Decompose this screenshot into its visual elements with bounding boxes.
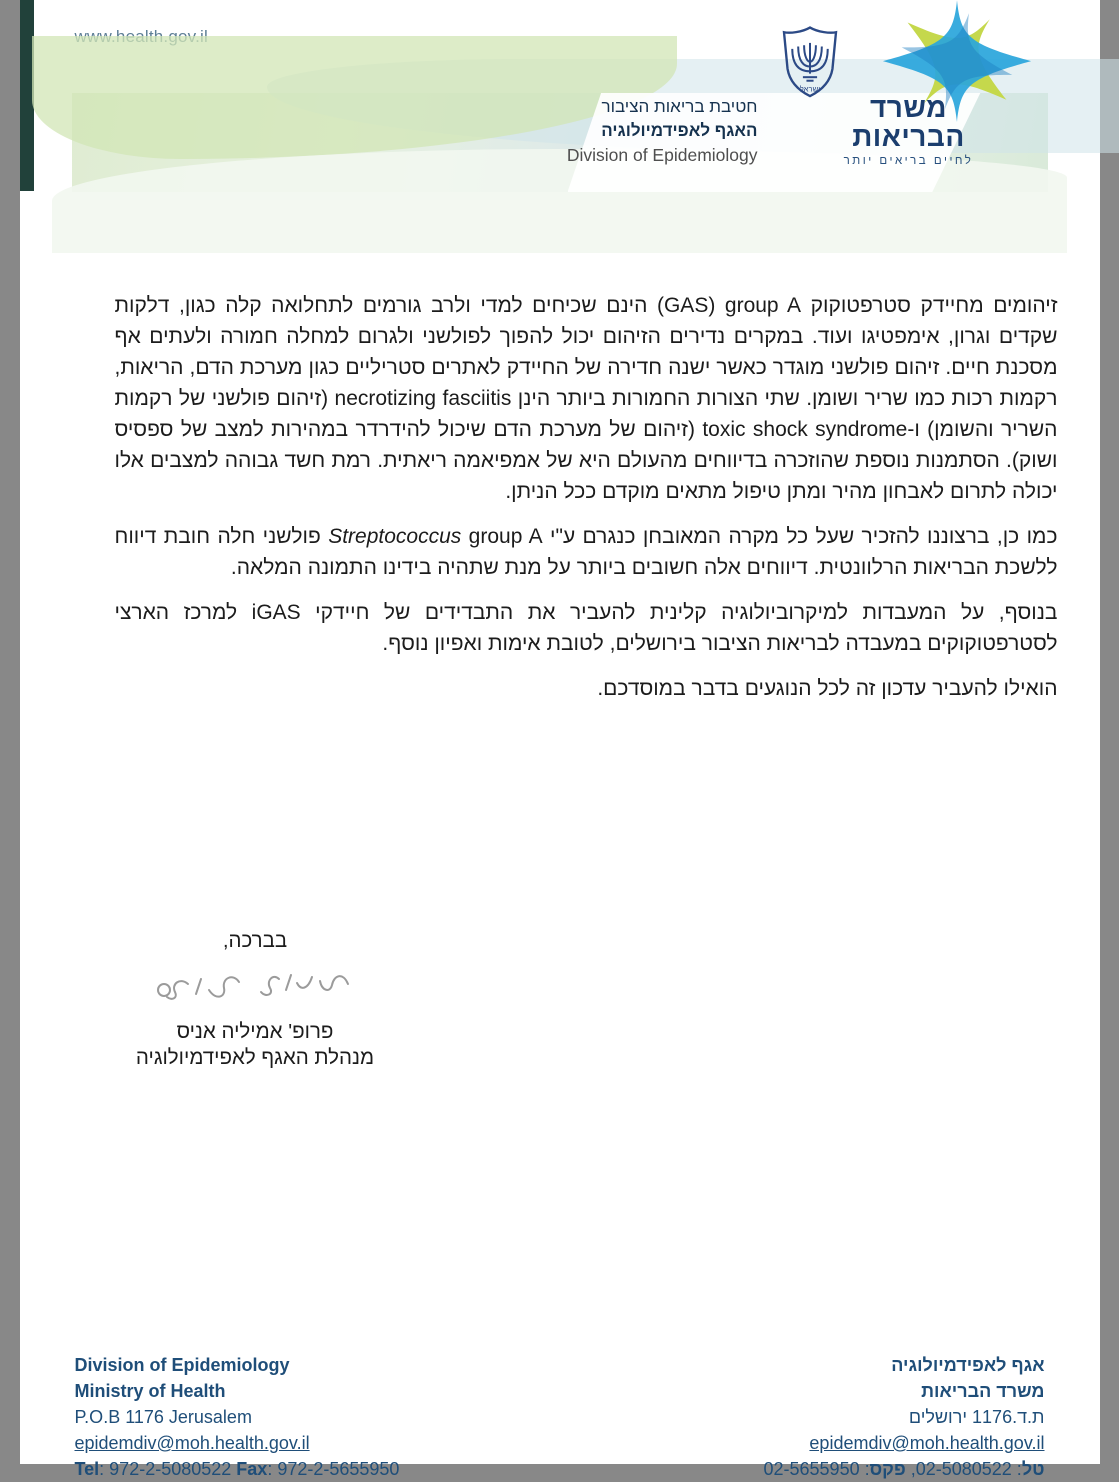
footer-hebrew: [764, 1352, 1045, 1482]
letter-paragraph-4: הואילו להעביר עדכון זה לכל הנוגעים בדבר במוסדכם.: [597, 677, 1058, 700]
footer-en-phone: Tel: 972-2-5080522 Fax: 972-2-5655950: [74, 1459, 400, 1479]
ministry-of-health-logotype: [818, 94, 1000, 167]
epidemiology-division-label-he: האגף לאפידמיולוגיה: [601, 121, 758, 140]
ministry-tagline: לחיים בריאים יותר: [843, 155, 974, 168]
signature-block: [108, 928, 403, 1071]
handwritten-signature: [108, 960, 403, 1015]
signer-name: פרופ' אמיליה אניס: [176, 1020, 334, 1043]
scan-edge-strip: [20, 0, 34, 191]
footer-en-ministry: Ministry of Health: [74, 1381, 226, 1401]
footer-he-phone: טל: 02-5080522, פקס: 02-5655950: [763, 1459, 1045, 1479]
footer-he-ministry: משרד הבריאות: [921, 1381, 1045, 1401]
signer-title: מנהלת האגף לאפידמיולוגיה: [135, 1046, 375, 1069]
ministry-name-line1: משרד: [869, 92, 948, 123]
svg-text:ישראל: ישראל: [799, 84, 820, 94]
epidemiology-division-label-en: Division of Epidemiology: [566, 145, 758, 165]
letter-page: [20, 0, 1100, 1479]
closing-salutation: בברכה,: [222, 929, 288, 952]
letter-paragraph-1: זיהומים מחיידק סטרפטוקוק (GAS) group A הינם שכיחים למדי ולרב גורמים לתחלואה קלה כגון, דלקות שקדים וגרון, אימפטיגו ועוד. במקרים נדירים הזיהום יכול להפוך לפולשני ולגרום למחלה חמורה ולעתים אף מסכנת חיים. זיהום פולשני מוגדר כאשר ישנה חדירה של החיידק לאתרים סטריליים כגון מערכת הדם, הריאות, רקמות רכות כמו שריר ושומן. שתי הצורות החמורות ביותר הינן necrotizing fasciitis (זיהום פולשני של רקמות השריר והשומן) ו-toxic shock syndrome (זיהום של מערכת הדם שיכול להידרדר במהירות למצב של ספסיס ושוק). הסתמנות נוספת שהוזכרה בדיווחים מהעולם היא של אמפיאמה ריאתית. רמת חשד גבוהה למצבים אלו יכולה לתרום לאבחון מהיר ומתן טיפול מתאים מוקדם ככל הניתן.: [114, 294, 1058, 503]
letter-body: [115, 290, 1058, 718]
public-health-division-label: חטיבת בריאות הציבור: [601, 97, 758, 116]
letter-paragraph-3: בנוסף, על המעבדות למיקרוביולוגיה קלינית להעביר את התבדידים של חיידקי iGAS למרכז הארצי לסטרפטוקוקים במעבדה לבריאות הציבור בירושלים, לטובת אימות ואפיון נוסף.: [114, 601, 1058, 655]
footer-english: [75, 1352, 400, 1482]
department-header: [567, 95, 758, 167]
footer-he-email-link[interactable]: epidemdiv@moh.health.gov.il: [809, 1433, 1045, 1453]
ministry-name-line2: הבריאות: [852, 120, 965, 152]
footer-he-address: ת.ד.1176 ירושלים: [908, 1407, 1045, 1427]
letter-paragraph-2: כמו כן, ברצוננו להזכיר שעל כל מקרה המאובחן כנגרם ע"י Streptococcus group A פולשני חלה חובת דיווח ללשכת הבריאות הרלוונטית. דיווחים אלה חשובים ביותר על מנת שתהיה בידינו התמונה המלאה.: [114, 525, 1058, 579]
footer-en-division: Division of Epidemiology: [74, 1355, 290, 1375]
footer-he-division: אגף לאפידמיולוגיה: [891, 1355, 1045, 1375]
footer-en-address: P.O.B 1176 Jerusalem: [74, 1407, 252, 1427]
footer-en-email-link[interactable]: epidemdiv@moh.health.gov.il: [74, 1433, 310, 1453]
